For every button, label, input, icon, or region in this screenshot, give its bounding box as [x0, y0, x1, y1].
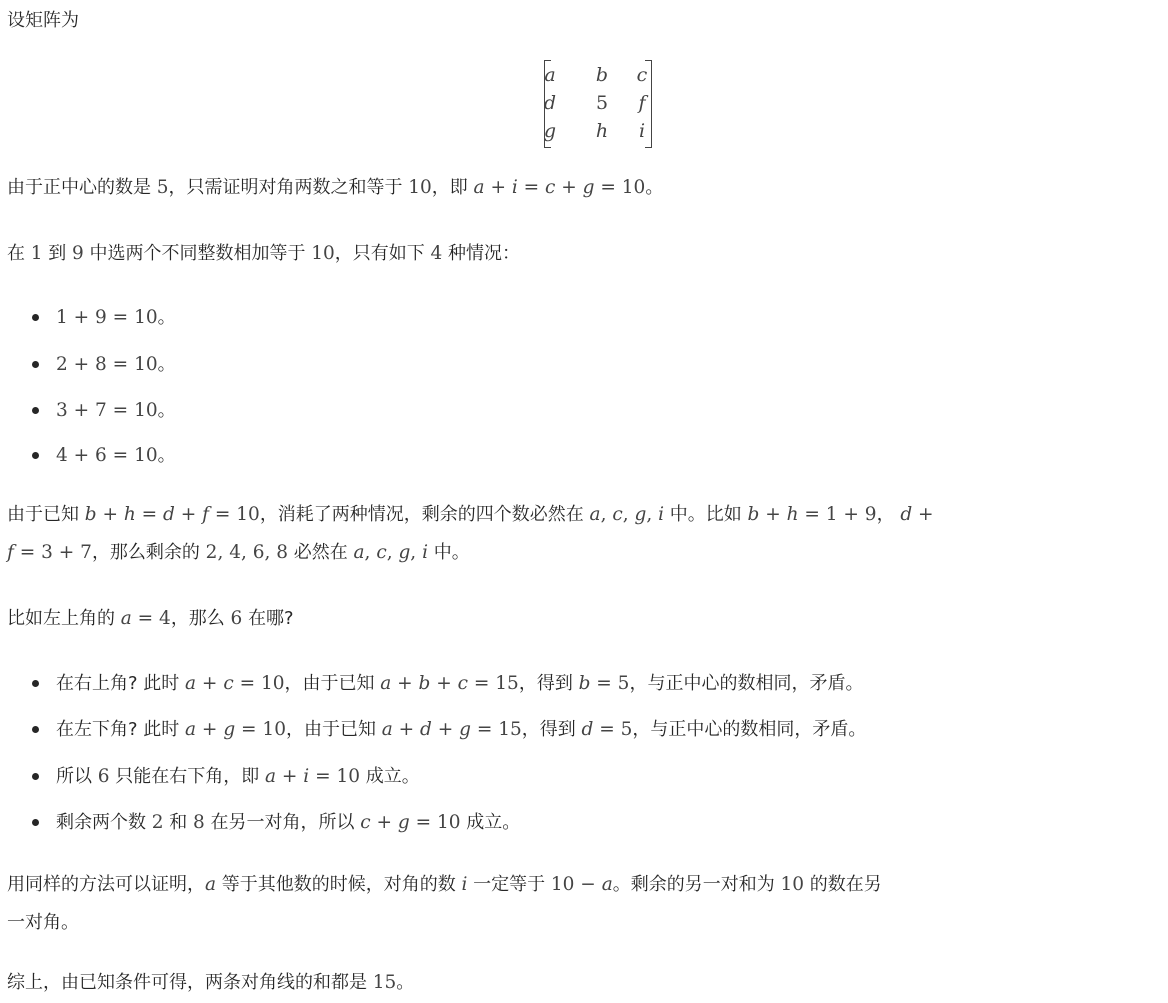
- text: 由于已知: [7, 504, 79, 525]
- bullet-icon: [32, 726, 39, 733]
- text: ，只有如下: [334, 243, 425, 264]
- text: 中选两个不同整数相加等于: [89, 243, 306, 264]
- math: a + i = 10: [264, 766, 361, 787]
- matrix-cell-a: a: [544, 64, 556, 86]
- math: 1 + 9 = 10: [56, 307, 158, 328]
- paragraph-example: [7, 606, 294, 632]
- paragraph-generalization-line1: [7, 872, 882, 898]
- text: ，由于已知: [285, 719, 376, 740]
- text: 剩余两个数: [56, 812, 146, 833]
- math: b = 5: [578, 673, 630, 694]
- text: 。: [396, 972, 415, 993]
- text: ，即: [431, 177, 468, 198]
- text: 在右上角? 此时: [56, 673, 180, 694]
- bullet-icon: [32, 407, 39, 414]
- list-item: [56, 764, 420, 790]
- text: 的数在另: [809, 874, 882, 895]
- text: 在左下角? 此时: [56, 719, 180, 740]
- list-item: [56, 810, 520, 836]
- list-item: [56, 717, 866, 743]
- bullet-icon: [32, 773, 39, 780]
- text: 比如左上角的: [7, 608, 115, 629]
- math: 6: [230, 608, 243, 629]
- math: i: [461, 874, 468, 895]
- bullet-icon: [32, 680, 39, 687]
- text: 用同样的方法可以证明，: [7, 874, 205, 895]
- list-item: [56, 352, 176, 378]
- matrix-cell-i: i: [638, 120, 646, 142]
- text: 种情况：: [448, 243, 521, 264]
- math: 2 + 8 = 10: [56, 354, 158, 375]
- matrix: [544, 60, 654, 150]
- paragraph-cases-intro: [7, 241, 520, 267]
- text: 等于其他数的时候，对角的数: [221, 874, 456, 895]
- math-corner-set: a, c, g, i: [589, 504, 665, 525]
- text: 。: [157, 307, 176, 328]
- text: ，那么: [170, 608, 225, 629]
- text: ，得到: [518, 673, 573, 694]
- text: 成立。: [365, 766, 420, 787]
- bullet-icon: [32, 361, 39, 368]
- math: 10: [408, 177, 432, 198]
- math: a: [205, 874, 217, 895]
- text: ，消耗了两种情况，剩余的四个数必然在: [259, 504, 584, 525]
- text: 中。: [433, 542, 470, 563]
- text: ，与正中心的数相同，矛盾。: [629, 673, 864, 694]
- math: 9: [71, 243, 84, 264]
- math-a-equals-4: a = 4: [120, 608, 171, 629]
- math: 10 − a: [550, 874, 613, 895]
- math: 4 + 6 = 10: [56, 445, 158, 466]
- text: 。剩余的另一对和为: [612, 874, 775, 895]
- list-item: [56, 671, 863, 697]
- text: ，由于已知: [284, 673, 375, 694]
- text: ，那么剩余的: [91, 542, 200, 563]
- bullet-icon: [32, 819, 39, 826]
- text: 必然在: [293, 542, 348, 563]
- math: 3 + 7 = 10: [56, 400, 158, 421]
- matrix-cell-c: c: [636, 64, 648, 86]
- math-example-df-start: d +: [900, 504, 934, 525]
- text: 。: [157, 400, 176, 421]
- text: 所以: [56, 766, 92, 787]
- paragraph-center-claim: [7, 175, 663, 201]
- math: 6: [97, 766, 110, 787]
- math: 15: [372, 972, 397, 993]
- matrix-cell-f: f: [638, 92, 646, 114]
- intro-text: 设矩阵为: [7, 10, 79, 31]
- math: a + g = 10: [185, 719, 286, 740]
- text: 。: [157, 354, 176, 375]
- text: 和: [169, 812, 188, 833]
- paragraph-known-sums-line1: [7, 502, 934, 528]
- text: 一定等于: [473, 874, 546, 895]
- math-remaining-numbers: 2, 4, 6, 8: [205, 542, 289, 563]
- text: 中。比如: [669, 504, 742, 525]
- matrix-cell-center: 5: [595, 92, 609, 114]
- math: 2: [151, 812, 164, 833]
- math: a + b + c = 15: [380, 673, 519, 694]
- math: 10: [780, 874, 805, 895]
- text: 成立。: [466, 812, 521, 833]
- text: 。: [645, 177, 664, 198]
- paragraph-known-sums-line2: [7, 540, 470, 566]
- matrix-cell-b: b: [595, 64, 609, 86]
- text: 在哪?: [248, 608, 294, 629]
- math-diagonal-equation: a + i = c + g = 10: [473, 177, 646, 198]
- text: ，只需证明对角两数之和等于: [168, 177, 403, 198]
- math: a + d + g = 15: [381, 719, 522, 740]
- text: 在另一对角，所以: [210, 812, 355, 833]
- text: 综上，由已知条件可得，两条对角线的和都是: [7, 972, 367, 993]
- math: 1: [30, 243, 43, 264]
- matrix-cell-g: g: [543, 120, 557, 142]
- math-corner-set: a, c, g, i: [353, 542, 428, 563]
- math-known-sum: b + h = d + f = 10: [84, 504, 260, 525]
- matrix-cell-d: d: [543, 92, 557, 114]
- list-item: [56, 398, 176, 424]
- bullet-icon: [32, 314, 39, 321]
- bullet-icon: [32, 452, 39, 459]
- text: 由于正中心的数是: [7, 177, 151, 198]
- paragraph-generalization-line2: 一对角。: [7, 912, 79, 933]
- math: 4: [430, 243, 443, 264]
- text: ，得到: [521, 719, 576, 740]
- text: 到: [48, 243, 67, 264]
- math: a + c = 10: [185, 673, 285, 694]
- math-example-bh: b + h = 1 + 9: [747, 504, 877, 525]
- math: d = 5: [581, 719, 633, 740]
- math: 8: [192, 812, 205, 833]
- text: 只能在右下角，即: [115, 766, 260, 787]
- math: 10: [311, 243, 335, 264]
- paragraph-conclusion: [7, 970, 414, 996]
- text: ，: [876, 504, 895, 525]
- math: 5: [156, 177, 169, 198]
- text: ，与正中心的数相同，矛盾。: [632, 719, 867, 740]
- text: 在: [7, 243, 25, 264]
- math-example-df-end: f = 3 + 7: [7, 542, 92, 563]
- matrix-cell-h: h: [595, 120, 609, 142]
- list-item: [56, 443, 176, 469]
- text: 。: [157, 445, 176, 466]
- list-item: [56, 305, 176, 331]
- math: c + g = 10: [360, 812, 461, 833]
